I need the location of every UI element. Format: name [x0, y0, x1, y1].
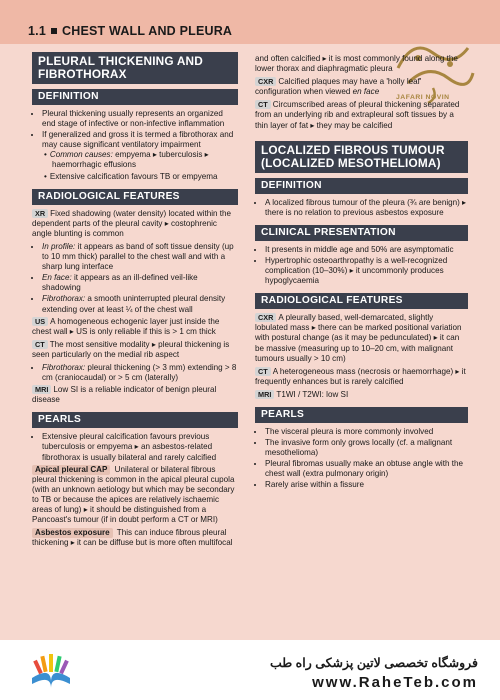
square-bullet-icon: [51, 28, 57, 34]
sub-list: [42, 150, 238, 181]
list-item: • If generalized and gross it is termed a fibrothorax and may cause significant ventilatory impairment • Common causes: empyema ▸ tuberculosis ▸ haemorrhagic effusions • Extensive calcification favours TB or empyema: [42, 130, 238, 181]
cxr-tag: CXR: [255, 77, 276, 86]
definition-heading: DEFINITION: [255, 178, 468, 194]
ct-tag: CT: [255, 100, 271, 109]
radiological-features-heading: RADIOLOGICAL FEATURES: [255, 293, 468, 309]
chapter-title: CHEST WALL AND PLEURA: [61, 24, 233, 38]
xr-tag: XR: [32, 209, 48, 218]
us-paragraph: US A homogeneous echogenic layer just inside the chest wall ▸ US is only reliable if this is > 1 cm thick: [32, 316, 220, 336]
cxr-paragraph: CXR A pleurally based, well-demarcated, slightly lobulated mass ▸ there can be marked positional variation with postural change (as it may be pedunculated) ▸ it can be massive (measuring up to 10–20 cm, with malignant tumours usually > 10 cm): [255, 313, 462, 363]
ct-tag: CT: [32, 340, 48, 349]
list-item: • Extensive pleural calcification favours previous tuberculosis or empyema ▸ an asbestos-related fibrothorax is usually bilateral and rarely calcified: [42, 432, 238, 462]
us-tag: US: [32, 317, 48, 326]
mri-paragraph: MRI Low SI is a reliable indicator of benign pleural disease: [32, 385, 217, 405]
pearls-heading: PEARLS: [255, 407, 468, 423]
ct-paragraph: CT A heterogeneous mass (necrosis or haemorrhage) ▸ it frequently enhances but is rarely calcified: [255, 366, 466, 386]
list-item: • Common causes: empyema ▸ tuberculosis ▸ haemorrhagic effusions: [52, 150, 238, 170]
footer-banner: [0, 640, 500, 700]
list-item: • The invasive form only grows locally (cf. a malignant mesothelioma): [265, 438, 468, 458]
book-logo-icon: [28, 648, 74, 692]
mri-tag: MRI: [255, 390, 274, 399]
pearls-list: [32, 432, 238, 462]
apical-cap-label: Apical pleural CAP: [32, 465, 110, 475]
footer-store-name: فروشگاه تخصصی لاتین پزشکی راه طب: [269, 656, 478, 670]
definition-list: [255, 198, 468, 218]
pearls-heading: PEARLS: [32, 412, 238, 428]
continued-text: and often calcified ▸ it is most commonly found along the lower thorax and diaphragmatic pleura: [255, 54, 458, 74]
radiological-features-heading: RADIOLOGICAL FEATURES: [32, 189, 238, 205]
apical-cap-paragraph: Apical pleural CAP Unilateral or bilateral fibrous pleural thickening is common in the apical pleural cupola (with an unknown aetiology but which may be secondary to TB or because the apices are relatively ischaemic areas of lung) ▸ it should be distinguished from a Pancoast's tumour (if in doubt perform a CT or MRI): [32, 464, 235, 525]
xr-paragraph: XR Fixed shadowing (water density) located within the dependent parts of the pleural cavity ▸ costophrenic angle blunting is common: [32, 208, 231, 238]
cxr-tag: CXR: [255, 313, 276, 322]
section-title-localized-fibrous-tumour: LOCALIZED FIBROUS TUMOUR (LOCALIZED MESOTHELIOMA): [255, 141, 468, 173]
definition-list: [32, 109, 238, 182]
section-title-pleural-thickening: PLEURAL THICKENING AND FIBROTHORAX: [32, 52, 238, 84]
list-item: • Rarely arise within a fissure: [265, 480, 468, 490]
chapter-heading: [28, 24, 232, 38]
list-item: • In profile: it appears as band of soft tissue density (up to 10 mm thick) parallel to the chest wall and with a sharp lung interface: [42, 242, 238, 272]
list-item: • Fibrothorax: pleural thickening (> 3 mm) extending > 8 cm (craniocaudal) or > 5 cm (laterally): [42, 363, 238, 383]
clinical-list: [255, 245, 468, 286]
watermark-brand: JAFARI NOVIN: [396, 94, 450, 101]
list-item: • Extensive calcification favours TB or empyema: [52, 172, 238, 182]
list-item: • It presents in middle age and 50% are asymptomatic: [265, 245, 468, 255]
clinical-presentation-heading: CLINICAL PRESENTATION: [255, 225, 468, 241]
list-item: • Fibrothorax: a smooth uninterrupted pleural density extending over at least ¼ of the chest wall: [42, 294, 238, 314]
mri-paragraph: MRI T1WI / T2WI: low SI: [255, 390, 468, 400]
ct-paragraph: CT Circumscribed areas of pleural thickening separated from an underlying rib and extrapleural soft tissues by a thin layer of fat ▸ they may be calcified: [255, 100, 460, 130]
ct-tag: CT: [255, 367, 271, 376]
right-column: [255, 40, 468, 492]
list-item: • A localized fibrous tumour of the pleura (¾ are benign) ▸ there is no relation to previous asbestos exposure: [265, 198, 468, 218]
list-item: • The visceral pleura is more commonly involved: [265, 427, 468, 437]
cxr-paragraph: CXR Calcified plaques may have a 'holly leaf' configuration when viewed en face: [255, 77, 422, 97]
chapter-number: 1.1: [28, 24, 46, 38]
list-item: • Pleural fibromas usually make an obtuse angle with the chest wall (extra pulmonary origin): [265, 459, 468, 479]
list-item: • Pleural thickening usually represents an organized end stage of infective or non-infective inflammation: [42, 109, 238, 129]
left-column: [32, 52, 238, 551]
list-item: • Hypertrophic osteoarthropathy is a well-recognized complication (10–30%) ▸ it uncommonly produces hypoglycaemia: [265, 256, 468, 286]
asbestos-label: Asbestos exposure: [32, 528, 113, 538]
asbestos-paragraph: Asbestos exposure This can induce fibrous pleural thickening ▸ it can be diffuse but is more often multifocal: [32, 528, 233, 548]
xr-list: [32, 242, 238, 315]
definition-heading: DEFINITION: [32, 89, 238, 105]
ct-paragraph: CT The most sensitive modality ▸ pleural thickening is seen particularly on the medial rib aspect: [32, 339, 230, 359]
footer-url[interactable]: www.RaheTeb.com: [312, 674, 478, 691]
ct-list: [32, 363, 238, 383]
mri-tag: MRI: [32, 385, 51, 394]
pearls-list: [255, 427, 468, 491]
list-item: • En face: it appears as an ill-defined veil-like shadowing: [42, 273, 238, 293]
